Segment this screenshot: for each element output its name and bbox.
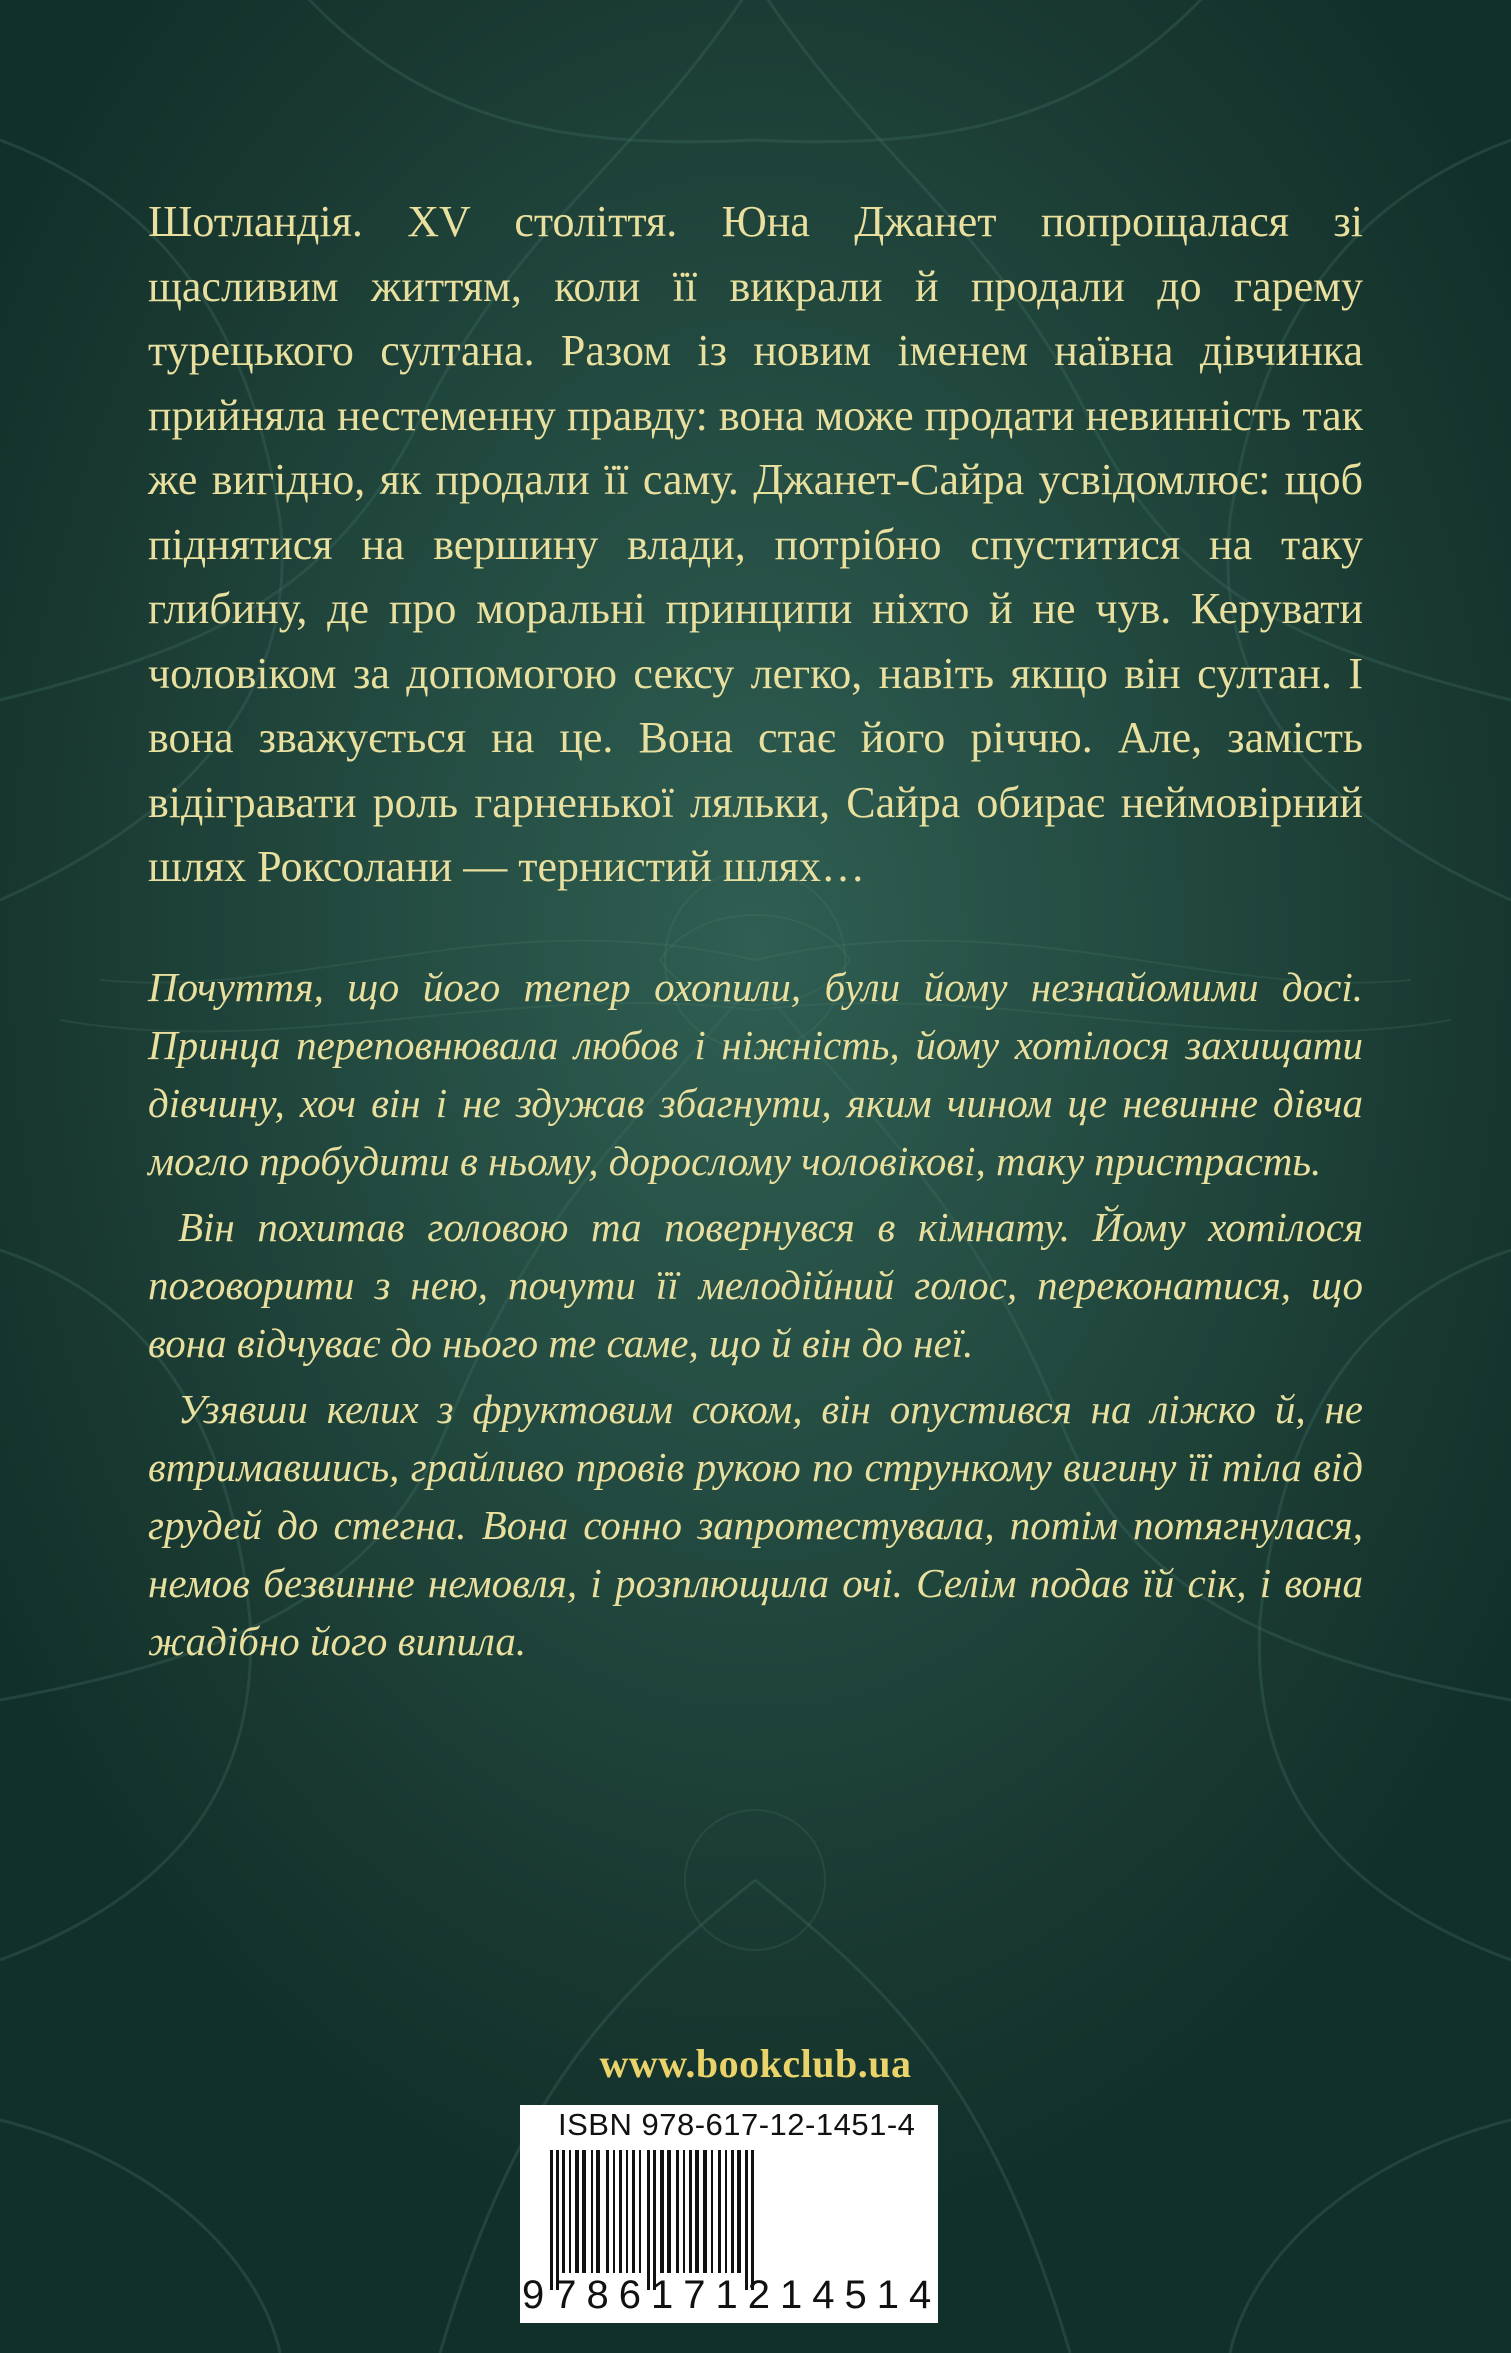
barcode-bar bbox=[591, 2150, 593, 2273]
barcode-bar bbox=[639, 2150, 641, 2273]
barcode-bar bbox=[689, 2150, 692, 2273]
barcode-bar bbox=[703, 2150, 707, 2273]
excerpt bbox=[148, 958, 1363, 1670]
barcode-bar bbox=[619, 2150, 622, 2273]
barcode-bar bbox=[718, 2150, 721, 2273]
barcode-bar bbox=[653, 2150, 656, 2290]
barcode-bar bbox=[632, 2150, 635, 2273]
blurb bbox=[148, 190, 1363, 900]
barcode-bar bbox=[751, 2150, 754, 2290]
barcode-bar bbox=[737, 2150, 741, 2273]
barcode-bar bbox=[667, 2150, 671, 2273]
barcode-bar bbox=[745, 2150, 748, 2290]
barcode-bar bbox=[676, 2150, 679, 2273]
excerpt-paragraph-3: Узявши келих з фруктовим соком, він опустився на ліжко й, не втримавшись, грайливо провів рукою по стрункому вигину її тіла від грудей до стегна. Вона сонно запротестувала, потім потягнулася, немов безвинне немовля, і розплющила очі. Селім подав їй сік, і вона жадібно його випила. bbox=[148, 1385, 1363, 1664]
text-block bbox=[148, 190, 1363, 1678]
isbn-label: ISBN 978-617-12-1451-4 bbox=[558, 2107, 916, 2142]
barcode-bar bbox=[575, 2150, 579, 2273]
barcode bbox=[520, 2105, 942, 2323]
barcode-bar bbox=[725, 2150, 727, 2273]
barcode-bar bbox=[695, 2150, 699, 2273]
barcode-bar bbox=[683, 2150, 685, 2273]
barcode-bar bbox=[711, 2150, 713, 2273]
barcode-bar bbox=[550, 2150, 553, 2290]
barcode-bar bbox=[613, 2150, 615, 2273]
barcode-bar bbox=[556, 2150, 559, 2290]
barcode-bar bbox=[626, 2150, 628, 2273]
barcode-bar bbox=[660, 2150, 664, 2273]
barcode-bar bbox=[569, 2150, 571, 2273]
barcode-bar bbox=[606, 2150, 609, 2273]
barcode-bar bbox=[582, 2150, 586, 2273]
barcode-bar bbox=[596, 2150, 600, 2273]
excerpt-paragraph-2: Він похитав головою та повернувся в кімнату. Йому хотілося поговорити з нею, почути її мелодійний голос, переконатися, що вона відчуває до нього те саме, що й він до неї. bbox=[148, 1203, 1363, 1366]
blurb-paragraph: Шотландія. XV століття. Юна Джанет попрощалася зі щасливим життям, коли її викрали й продали до гарему турецького султана. Разом із новим іменем наївна дівчинка прийняла нестеменну правду: вона може продати невинність так же вигідно, як продали її саму. Джанет-Сайра усвідомлює: щоб піднятися на вершину влади, потрібно спуститися на таку глибину, де про моральні принципи ніхто й не чув. Керувати чоловіком за допомогою сексу легко, навіть якщо він султан. І вона зважується на це. Вона стає його річчю. Але, замість відігравати роль гарненької ляльки, Сайра обирає неймовірний шлях Роксолани — тернистий шлях… bbox=[148, 197, 1363, 891]
publisher-website: www.bookclub.ua bbox=[599, 2041, 912, 2086]
excerpt-paragraph-1: Почуття, що його тепер охопили, були йому незнайомими досі. Принца переповнювала любов і ніжність, йому хотілося захищати дівчину, хоч він і не здужав збагнути, яким чином це невинне дівча могло пробудити в ньому, дорослому чоловікові, таку пристрасть. bbox=[148, 963, 1363, 1184]
barcode-bar bbox=[647, 2150, 650, 2290]
barcode-bar bbox=[562, 2150, 565, 2273]
barcode-digits: 9786171214514 bbox=[522, 2273, 942, 2317]
barcode-bar bbox=[731, 2150, 734, 2273]
